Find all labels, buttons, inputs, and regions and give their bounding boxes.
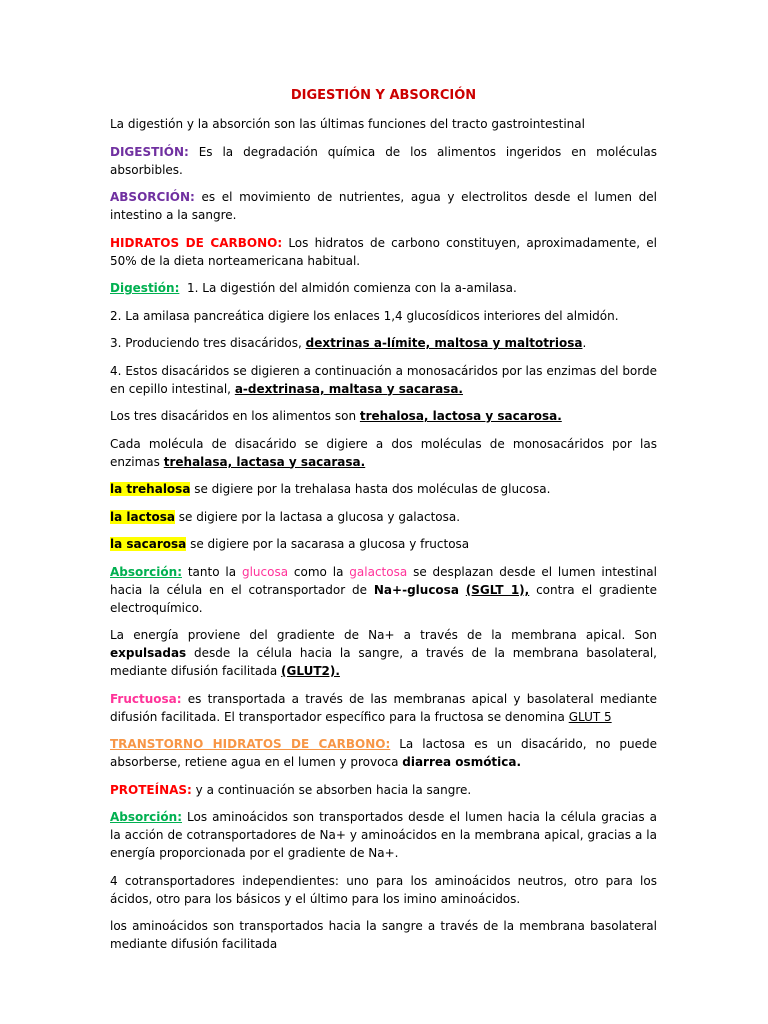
step3-end: . bbox=[582, 336, 587, 350]
paragraph-digestion-step1 bbox=[110, 279, 657, 297]
step4-emphasis: a-dextrinasa, maltasa y sacarasa. bbox=[234, 381, 463, 396]
disorder-text: La lactosa es un disacárido, no puede absorberse, retiene agua en el lumen y provoca bbox=[110, 737, 658, 769]
disaccharides-emphasis: trehalosa, lactosa y sacarosa. bbox=[359, 409, 562, 423]
disorder-label: TRANSTORNO HIDRATOS DE CARBONO: bbox=[110, 737, 391, 751]
paragraph-step4 bbox=[110, 362, 657, 398]
amino-absorption-text: Los aminoácidos son transportados desde el lumen hacia la célula gracias a la acción de cotransportadores de Na+ y aminoácidos en la membrana apical, gracias a la energía proporcionada por el gradiente de Na+. bbox=[110, 810, 657, 860]
sucrose-highlight: la sacarosa bbox=[110, 537, 187, 551]
paragraph-amino-absorption bbox=[110, 808, 657, 862]
amino-blood-text: los aminoácidos son transportados hacia la sangre a través de la membrana basolateral mediante difusión facilitada bbox=[110, 919, 657, 951]
paragraph-amino-blood bbox=[110, 917, 657, 953]
amino-absorption-heading: Absorción: bbox=[110, 810, 182, 824]
paragraph-step3 bbox=[110, 334, 657, 352]
lactose-text: se digiere por la lactasa a glucosa y galactosa. bbox=[174, 509, 461, 524]
absorption-label: ABSORCIÓN: bbox=[110, 190, 195, 204]
step2-text: 2. La amilasa pancreática digiere los enlaces 1,4 glucosídicos interiores del almidón. bbox=[110, 308, 619, 323]
proteins-label: PROTEÍNAS: bbox=[110, 782, 192, 797]
text-fragment: contra el gradiente electroquímico. bbox=[110, 582, 657, 615]
expelled-bold: expulsadas bbox=[110, 646, 187, 660]
enzymes-emphasis: trehalasa, lactasa y sacarasa. bbox=[163, 454, 366, 469]
trehalose-highlight: la trehalosa bbox=[110, 482, 191, 496]
step4-text: 4. Estos disacáridos se digieren a continuación a monosacáridos por las enzimas del borde en cepillo intestinal, bbox=[110, 363, 657, 396]
step1-text: 1. La digestión del almidón comienza con la a-amilasa. bbox=[179, 281, 517, 295]
cotransporters-text: 4 cotransportadores independientes: uno para los aminoácidos neutros, otro para los ácidos, otro para los básicos y el último para los imino aminoácidos. bbox=[110, 873, 657, 906]
paragraph-digestion-def bbox=[110, 143, 657, 179]
document-title: DIGESTIÓN Y ABSORCIÓN bbox=[290, 88, 477, 103]
step3-emphasis: dextrinas a-límite, maltosa y maltotriosa bbox=[305, 336, 583, 350]
paragraph-trehalose bbox=[110, 480, 657, 498]
osmotic-diarrhea-bold: diarrea osmótica. bbox=[402, 755, 522, 769]
paragraph-intro bbox=[110, 115, 657, 133]
paragraph-cotransporters bbox=[110, 872, 657, 908]
paragraph-energy bbox=[110, 626, 657, 680]
paragraph-lactose bbox=[110, 508, 657, 526]
glut2-emphasis: (GLUT2). bbox=[281, 664, 340, 678]
paragraph-disaccharide-molecule bbox=[110, 435, 657, 471]
digestion-text: Es la degradación química de los alimentos ingeridos en moléculas absorbibles. bbox=[110, 144, 657, 177]
digestion-label: DIGESTIÓN: bbox=[110, 144, 189, 159]
trehalose-text: se digiere por la trehalasa hasta dos moléculas de glucosa. bbox=[190, 482, 551, 496]
carbohydrates-label: HIDRATOS DE CARBONO: bbox=[110, 235, 283, 250]
intro-text: La digestión y la absorción son las últimas funciones del tracto gastrointestinal bbox=[110, 117, 585, 131]
proteins-text: y a continuación se absorben hacia la sangre. bbox=[191, 782, 472, 797]
absorption-text: es el movimiento de nutrientes, agua y electrolitos desde el lumen del intestino a la sangre. bbox=[110, 190, 657, 222]
text-fragment: La energía proviene del gradiente de Na+ a través de la membrana apical. Son bbox=[110, 628, 657, 642]
glucose-word: glucosa bbox=[241, 564, 289, 579]
text-fragment: se desplazan desde el lumen intestinal hacia la célula en el cotransportador de bbox=[110, 564, 657, 597]
paragraph-carbohydrates bbox=[110, 234, 657, 270]
na-glucose-bold: Na+-glucosa bbox=[373, 582, 459, 597]
disaccharides-text: Los tres disacáridos en los alimentos son bbox=[110, 409, 360, 423]
text-fragment: tanto la bbox=[182, 564, 242, 579]
fructose-text: es transportada a través de las membranas apical y basolateral mediante difusión facilitada. El transportador específico para la fructosa se denomina bbox=[110, 691, 657, 724]
paragraph-absorption-def bbox=[110, 188, 657, 224]
digestion-heading: Digestión: bbox=[110, 281, 180, 295]
paragraph-three-disaccharides bbox=[110, 407, 657, 425]
text-fragment bbox=[459, 583, 466, 597]
paragraph-absorption-glucose bbox=[110, 563, 657, 617]
sglt1-emphasis: (SGLT 1), bbox=[465, 582, 530, 597]
paragraph-sucrose bbox=[110, 535, 657, 553]
carbohydrates-text: Los hidratos de carbono constituyen, aproximadamente, el 50% de la dieta norteamericana habitual. bbox=[110, 235, 657, 268]
glut5-underline: GLUT 5 bbox=[568, 709, 612, 724]
paragraph-step2 bbox=[110, 307, 657, 325]
fructose-label: Fructuosa: bbox=[110, 691, 182, 706]
lactose-highlight: la lactosa bbox=[110, 509, 175, 524]
molecule-text: Cada molécula de disacárido se digiere a dos moléculas de monosacáridos por las enzimas bbox=[110, 436, 657, 469]
paragraph-proteins bbox=[110, 781, 657, 799]
step3-text: 3. Produciendo tres disacáridos, bbox=[110, 336, 306, 350]
absorption-heading: Absorción: bbox=[110, 564, 182, 579]
paragraph-fructose bbox=[110, 690, 657, 726]
galactose-word: galactosa bbox=[349, 564, 408, 579]
text-fragment: desde la célula hacia la sangre, a través de la membrana basolateral, mediante difusión facilitada bbox=[110, 646, 657, 678]
paragraph-disorder bbox=[110, 735, 657, 771]
sucrose-text: se digiere por la sacarasa a glucosa y fructosa bbox=[186, 537, 470, 551]
text-fragment: como la bbox=[288, 564, 350, 579]
